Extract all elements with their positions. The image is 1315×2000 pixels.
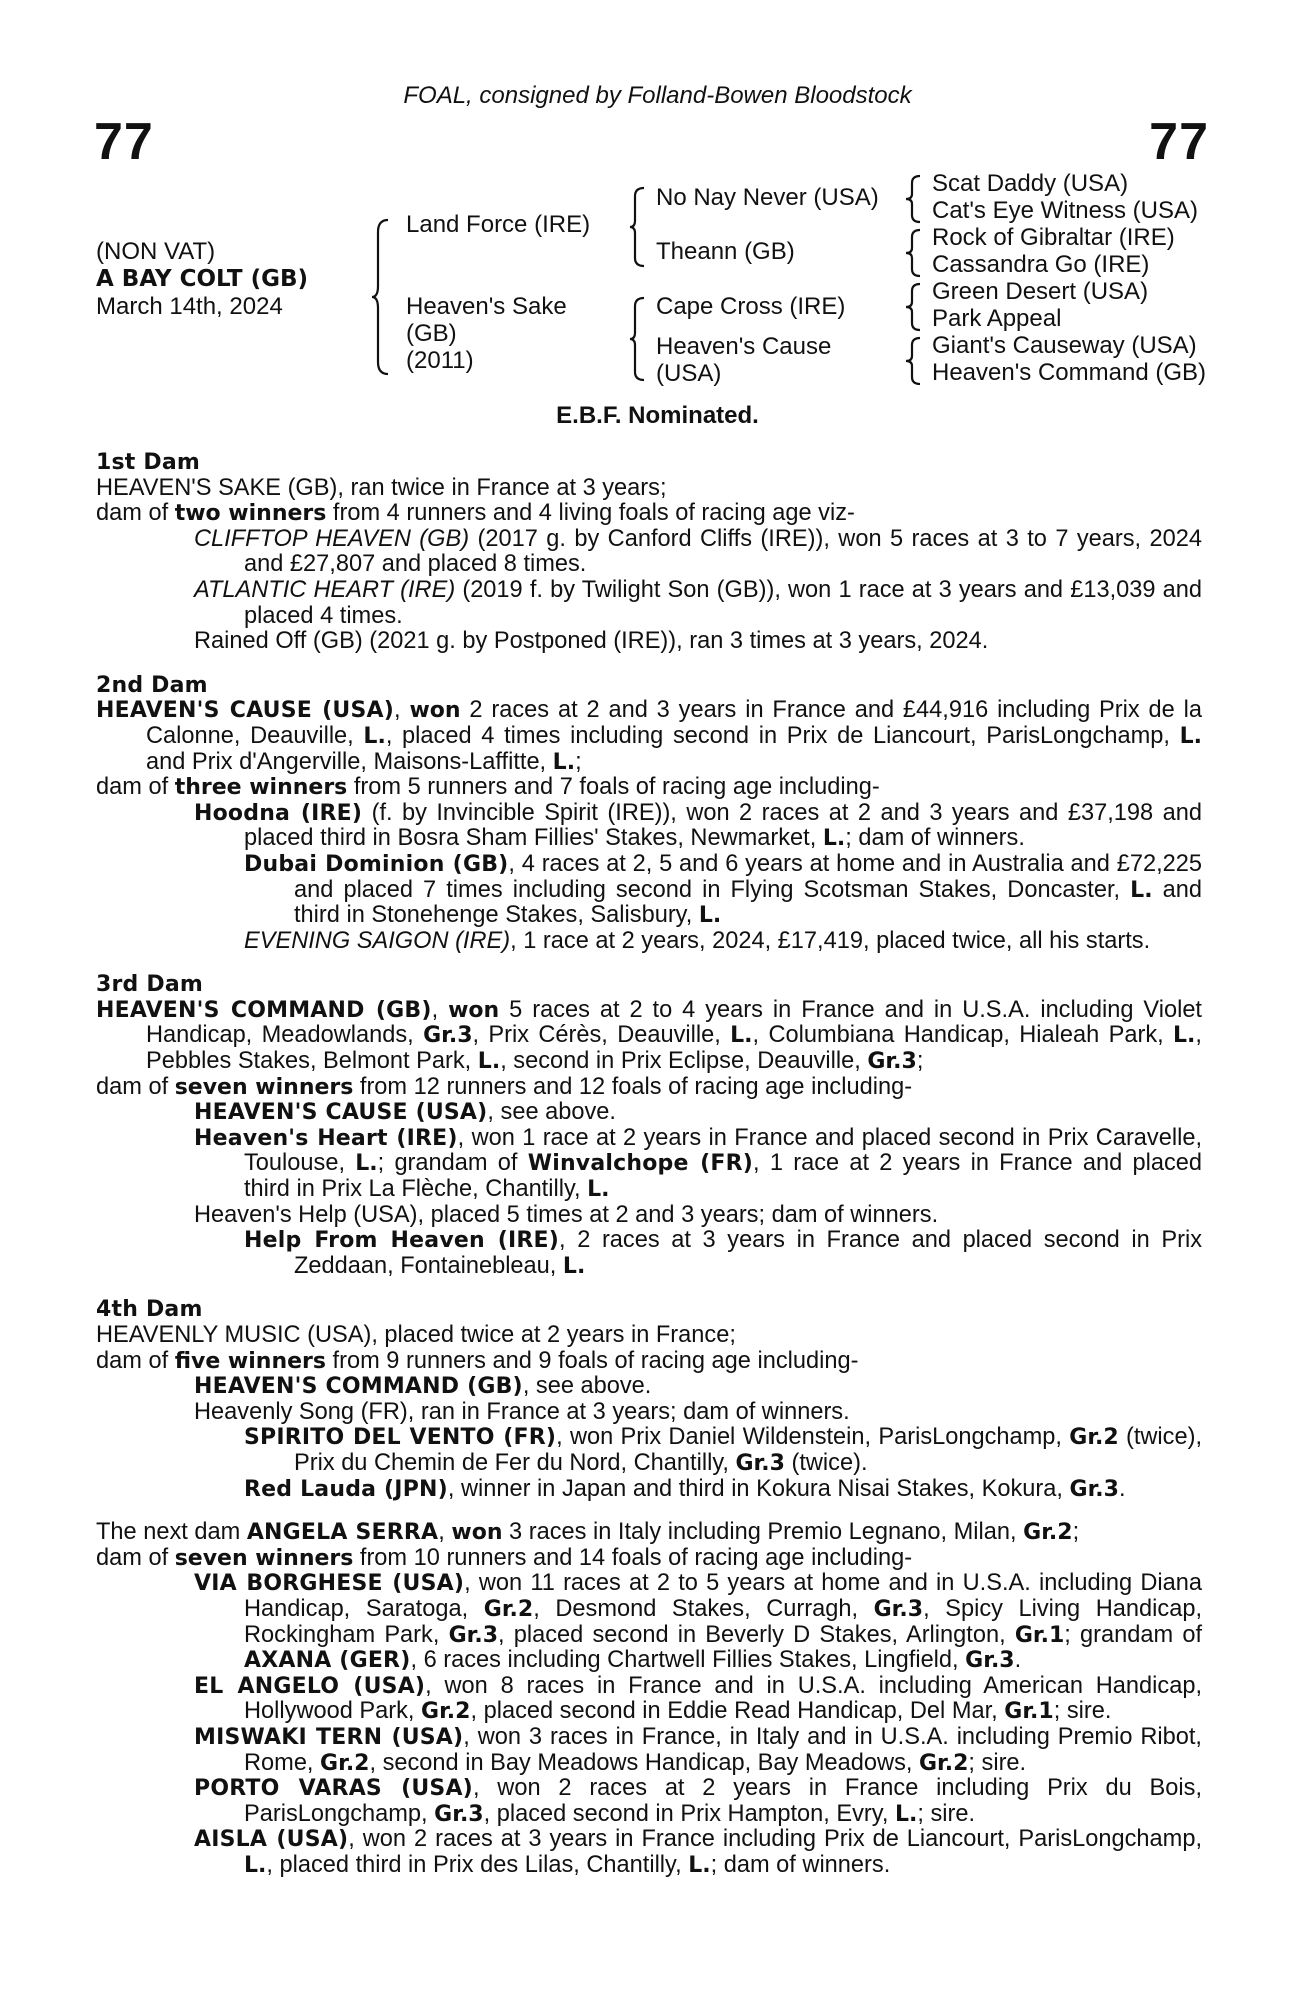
produce-entry: SPIRITO DEL VENTO (FR), won Prix Daniel Wildenstein, ParisLongchamp, Gr.2 (twice), Prix du Chemin de Fer du Nord, Chantilly, Gr.3 (twice). <box>244 1424 1203 1476</box>
produce-entry: HEAVEN'S CAUSE (USA), see above. <box>194 1099 616 1126</box>
pedigree-brace-main <box>370 218 394 376</box>
produce-entry: Heaven's Help (USA), placed 5 times at 2 and 3 years; dam of winners. <box>194 1201 939 1228</box>
horse-name: A BAY COLT (GB) <box>96 266 309 292</box>
consignment-line: FOAL, consigned by Folland-Bowen Bloodstock <box>403 82 912 109</box>
pedigree-brace-g2 <box>904 228 924 278</box>
section-heading: 2nd Dam <box>96 672 208 698</box>
pedigree-dam-dam-line2: (USA) <box>656 360 722 387</box>
produce-entry: Rained Off (GB) (2021 g. by Postponed (IRE)), ran 3 times at 3 years, 2024. <box>194 628 989 655</box>
produce-entry: Help From Heaven (IRE), 2 races at 3 years in France and placed second in Prix Zeddaan, Fontainebleau, L. <box>244 1227 1202 1279</box>
pedigree-g1: Scat Daddy (USA) <box>932 170 1129 197</box>
pedigree-g5: Green Desert (USA) <box>932 278 1149 305</box>
dam-description: HEAVENLY MUSIC (USA), placed twice at 2 years in France; <box>96 1322 736 1348</box>
produce-entry: EL ANGELO (USA), won 8 races in France and in U.S.A. including American Handicap, Hollywood Park, Gr.2, placed second in Eddie Read Handicap, Del Mar, Gr.1; sire. <box>194 1672 1202 1725</box>
produce-entry: Dubai Dominion (GB), 4 races at 2, 5 and 6 years at home and in Australia and £72,225 and placed 7 times including second in Flying Scotsman Stakes, Doncaster, L. and third in Stonehenge Stakes, Salisbury, L. <box>244 850 1203 929</box>
produce-entry: EVENING SAIGON (IRE), 1 race at 2 years, 2024, £17,419, placed twice, all his starts. <box>244 927 1151 954</box>
section-4th-dam <box>96 1297 1202 1502</box>
pedigree-dam-line3: (2011) <box>406 347 474 374</box>
dam-produce-summary: dam of five winners from 9 runners and 9 foals of racing age including- <box>96 1347 859 1374</box>
pedigree-dam-line1: Heaven's Sake <box>406 293 567 320</box>
produce-entry: Hoodna (IRE) (f. by Invincible Spirit (IRE)), won 2 races at 2 and 3 years and £37,198 and placed third in Bosra Sham Fillies' Stakes, Newmarket, L.; dam of winners. <box>194 799 1202 852</box>
pedigree-g3: Rock of Gibraltar (IRE) <box>932 224 1175 251</box>
pedigree-brace-g3 <box>904 282 924 332</box>
catalogue-body <box>96 450 1202 1878</box>
produce-entry: AISLA (USA), won 2 races at 3 years in France including Prix de Liancourt, ParisLongchamp, L., placed third in Prix des Lilas, Chantilly, L.; dam of winners. <box>194 1826 1203 1878</box>
dam-produce-summary: dam of two winners from 4 runners and 4 living foals of racing age viz- <box>96 500 855 527</box>
lot-number-left: 77 <box>94 113 154 171</box>
section-next-dam <box>96 1520 1202 1878</box>
section-heading: 4th Dam <box>96 1297 203 1323</box>
dam-produce-summary: dam of seven winners from 12 runners and 12 foals of racing age including- <box>96 1073 913 1100</box>
pedigree-sire: Land Force (IRE) <box>406 211 591 238</box>
produce-entry: ATLANTIC HEART (IRE) (2019 f. by Twilight Son (GB)), won 1 race at 3 years and £13,039 and placed 4 times. <box>194 576 1203 629</box>
pedigree-g7: Giant's Causeway (USA) <box>932 332 1197 359</box>
produce-entry: Red Lauda (JPN), winner in Japan and third in Kokura Nisai Stakes, Kokura, Gr.3. <box>244 1475 1126 1502</box>
produce-entry: HEAVEN'S COMMAND (GB), see above. <box>194 1373 652 1400</box>
dam-description: HEAVEN'S CAUSE (USA), won 2 races at 2 and 3 years in France and £44,916 including Prix de la Calonne, Deauville, L., placed 4 times including second in Prix de Liancourt, ParisLongchamp, L. and Prix d'Angerville, Maisons-Laffitte, L.; <box>96 697 1203 775</box>
pedigree-dam-dam-line1: Heaven's Cause <box>656 333 832 360</box>
produce-entry: VIA BORGHESE (USA), won 11 races at 2 to 5 years at home and in U.S.A. including Diana Handicap, Saratoga, Gr.2, Desmond Stakes, Curragh, Gr.3, Spicy Living Handicap, Rockingham Park, Gr.3, placed second in Beverly D Stakes, Arlington, Gr.1; grandam of AXANA (GER), 6 races including Chartwell Fillies Stakes, Lingfield, Gr.3. <box>194 1570 1202 1674</box>
produce-entry: PORTO VARAS (USA), won 2 races at 2 years in France including Prix du Bois, ParisLongchamp, Gr.3, placed second in Prix Hampton, Evry, L.; sire. <box>194 1775 1203 1827</box>
pedigree-g6: Park Appeal <box>932 305 1062 332</box>
dam-description: HEAVEN'S COMMAND (GB), won 5 races at 2 to 4 years in France and in U.S.A. including Violet Handicap, Meadowlands, Gr.3, Prix Cérès, Deauville, L., Columbiana Handicap, Hialeah Park, L., Pebbles Stakes, Belmont Park, L., second in Prix Eclipse, Deauville, Gr.3; <box>96 996 1202 1075</box>
produce-entry: MISWAKI TERN (USA), won 3 races in France, in Italy and in U.S.A. including Premio Ribot, Rome, Gr.2, second in Bay Meadows Handicap, Bay Meadows, Gr.2; sire. <box>194 1723 1202 1776</box>
produce-entry: CLIFFTOP HEAVEN (GB) (2017 g. by Canford Cliffs (IRE)), won 5 races at 3 to 7 years, 2024 and £27,807 and placed 8 times. <box>194 525 1203 578</box>
ebf-nomination: E.B.F. Nominated. <box>556 402 759 429</box>
produce-entry: Heaven's Heart (IRE), won 1 race at 2 years in France and placed second in Prix Caravelle, Toulouse, L.; grandam of Winvalchope (FR), 1 race at 2 years in France and placed third in Prix La Flèche, Chantilly, L. <box>194 1124 1202 1203</box>
produce-entry: Heavenly Song (FR), ran in France at 3 years; dam of winners. <box>194 1398 850 1425</box>
dam-produce-summary: dam of seven winners from 10 runners and 14 foals of racing age including- <box>96 1544 913 1571</box>
foaling-date: March 14th, 2024 <box>96 293 283 320</box>
dam-description: HEAVEN'S SAKE (GB), ran twice in France at 3 years; <box>96 474 667 501</box>
pedigree-g2: Cat's Eye Witness (USA) <box>932 197 1198 224</box>
section-1st-dam <box>96 450 1202 655</box>
pedigree-brace-dam <box>628 296 648 382</box>
vat-status: (NON VAT) <box>96 238 216 265</box>
pedigree-brace-g4 <box>904 336 924 386</box>
pedigree-sire-sire: No Nay Never (USA) <box>656 184 879 211</box>
pedigree-brace-sire <box>628 186 648 268</box>
dam-description: The next dam ANGELA SERRA, won 3 races in Italy including Premio Legnano, Milan, Gr.2; <box>96 1519 1080 1546</box>
pedigree-g8: Heaven's Command (GB) <box>932 359 1207 386</box>
section-heading: 1st Dam <box>96 450 201 475</box>
section-heading: 3rd Dam <box>96 972 203 998</box>
pedigree-sire-dam: Theann (GB) <box>656 238 795 265</box>
dam-produce-summary: dam of three winners from 5 runners and 7 foals of racing age including- <box>96 774 880 801</box>
pedigree-g4: Cassandra Go (IRE) <box>932 251 1150 278</box>
section-3rd-dam <box>96 972 1202 1279</box>
pedigree-dam-sire: Cape Cross (IRE) <box>656 293 846 320</box>
pedigree-dam-line2: (GB) <box>406 320 457 347</box>
section-2nd-dam <box>96 673 1202 955</box>
pedigree-brace-g1 <box>904 174 924 224</box>
lot-number-right: 77 <box>1149 113 1209 171</box>
